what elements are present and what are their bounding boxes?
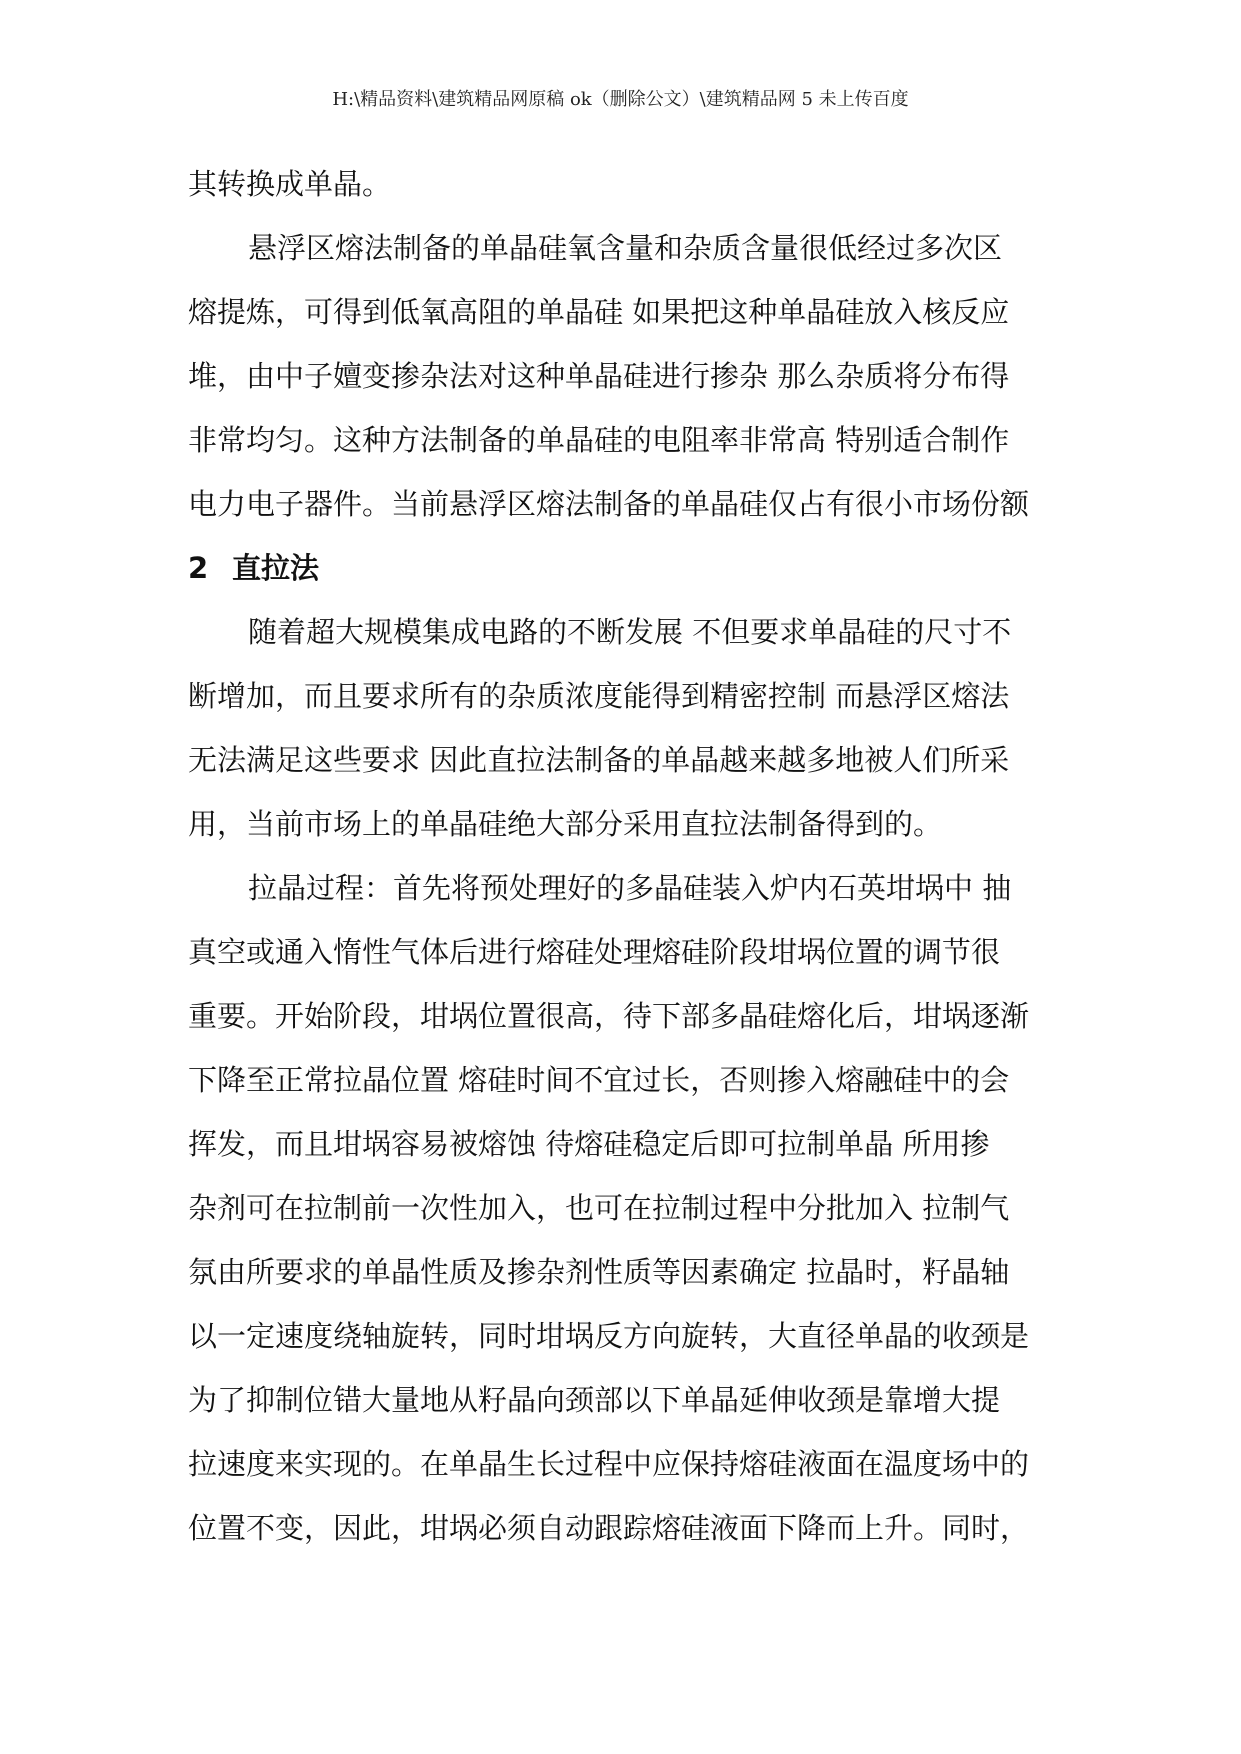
text-line: 挥发，而且坩埚容易被熔蚀 待熔硅稳定后即可拉制单晶 所用掺 <box>188 1127 990 1161</box>
text-line: 电力电子器件。当前悬浮区熔法制备的单晶硅仅占有很小市场份额 <box>188 487 1030 521</box>
section-number: 2 <box>188 551 209 585</box>
text-line: 拉速度来实现的。在单晶生长过程中应保持熔硅液面在温度场中的 <box>188 1447 1030 1481</box>
text-line: 熔提炼，可得到低氧高阻的单晶硅 如果把这种单晶硅放入核反应 <box>188 295 1010 329</box>
text-line: 重要。开始阶段，坩埚位置很高，待下部多晶硅熔化后，坩埚逐渐 <box>188 999 1030 1033</box>
text-line: 无法满足这些要求 因此直拉法制备的单晶越来越多地被人们所采 <box>188 743 1010 777</box>
text-line: 悬浮区熔法制备的单晶硅氧含量和杂质含量很低经过多次区 <box>248 231 1003 265</box>
text-line: 下降至正常拉晶位置 熔硅时间不宜过长，否则掺入熔融硅中的会 <box>188 1063 1010 1097</box>
text-line: 位置不变，因此，坩埚必须自动跟踪熔硅液面下降而上升。同时， <box>188 1511 1030 1545</box>
body-text <box>188 152 1068 1560</box>
text-line: 随着超大规模集成电路的不断发展 不但要求单晶硅的尺寸不 <box>248 615 1012 649</box>
text-line: 其转换成单晶。 <box>188 167 392 201</box>
text-line: 氛由所要求的单晶性质及掺杂剂性质等因素确定 拉晶时，籽晶轴 <box>188 1255 1010 1289</box>
text-line: 用，当前市场上的单晶硅绝大部分采用直拉法制备得到的。 <box>188 807 943 841</box>
text-line: 杂剂可在拉制前一次性加入，也可在拉制过程中分批加入 拉制气 <box>188 1191 1010 1225</box>
text-line: 非常均匀。这种方法制备的单晶硅的电阻率非常高 特别适合制作 <box>188 423 1010 457</box>
page-header-path: H:\精品资料\建筑精品网原稿 ok（删除公文）\建筑精品网 5 未上传百度 <box>332 89 909 110</box>
section-heading <box>188 536 1068 600</box>
text-line: 堆，由中子嬗变掺杂法对这种单晶硅进行掺杂 那么杂质将分布得 <box>188 359 1010 393</box>
text-line: 拉晶过程：首先将预处理好的多晶硅装入炉内石英坩埚中 抽 <box>248 871 1012 905</box>
section-title: 直拉法 <box>232 551 320 585</box>
text-line: 以一定速度绕轴旋转，同时坩埚反方向旋转，大直径单晶的收颈是 <box>188 1319 1030 1353</box>
text-line: 断增加，而且要求所有的杂质浓度能得到精密控制 而悬浮区熔法 <box>188 679 1010 713</box>
text-line: 真空或通入惰性气体后进行熔硅处理熔硅阶段坩埚位置的调节很 <box>188 935 1001 969</box>
text-line: 为了抑制位错大量地从籽晶向颈部以下单晶延伸收颈是靠增大提 <box>188 1383 1001 1417</box>
